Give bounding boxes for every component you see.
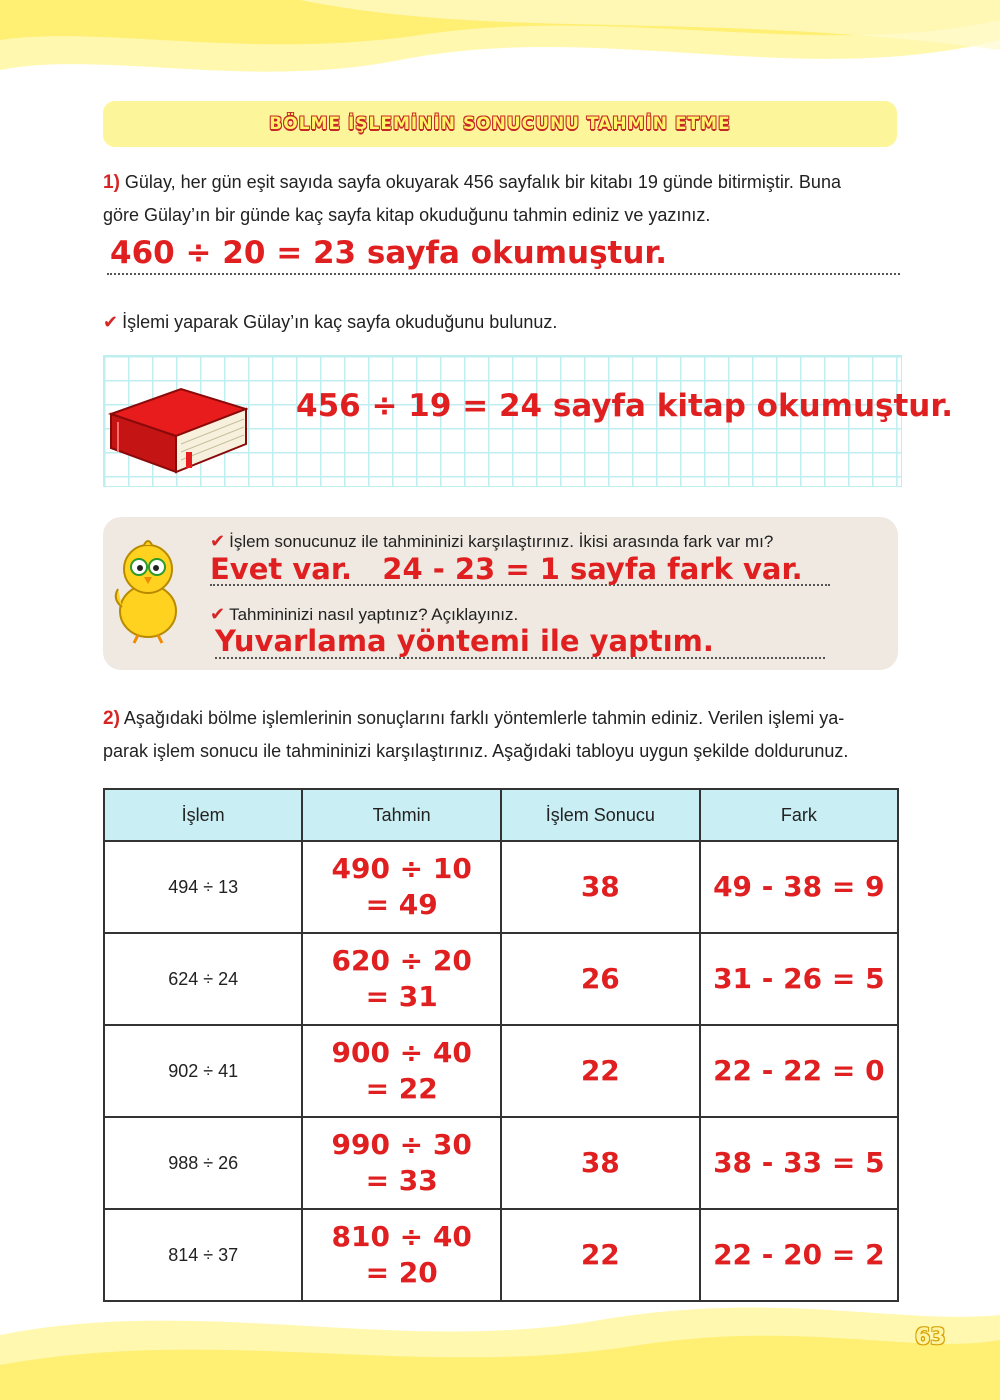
cell-tahmin — [302, 933, 501, 1025]
q1-instruction — [103, 306, 557, 338]
compare-prompt-text: İşlem sonucunuz ile tahmininizi karşılaştırınız. İkisi arasında fark var mı? — [229, 532, 774, 551]
cell-sonuc — [501, 1209, 700, 1301]
cell-sonuc — [501, 933, 700, 1025]
method-prompt-text: Tahmininizi nasıl yaptınız? Açıklayınız. — [229, 605, 519, 624]
table-row — [104, 933, 898, 1025]
section-title-bar — [103, 101, 897, 147]
q2-number: 2) — [103, 708, 120, 729]
header-islem: İşlem — [104, 789, 302, 841]
sonuc-value: 22 — [580, 1054, 620, 1087]
method-answer: Yuvarlama yöntemi ile yaptım. — [215, 623, 825, 659]
cell-tahmin — [302, 841, 501, 933]
q1-number: 1) — [103, 172, 120, 193]
table-row — [104, 1117, 898, 1209]
cell-tahmin — [302, 1117, 501, 1209]
cell-fark — [700, 1209, 898, 1301]
tahmin-line1: 900 ÷ 40 — [331, 1036, 472, 1069]
tahmin-line1: 620 ÷ 20 — [331, 944, 472, 977]
top-wave-decoration — [0, 0, 1000, 110]
cell-sonuc — [501, 841, 700, 933]
tahmin-line2: = 22 — [365, 1072, 438, 1105]
compare-answer: Evet var. 24 - 23 = 1 sayfa fark var. — [210, 552, 830, 586]
checkmark-icon: ✔ — [210, 604, 226, 624]
q1-instruction-text: İşlemi yaparak Gülay’ın kaç sayfa okuduğunu bulunuz. — [122, 312, 558, 332]
cell-islem: 814 ÷ 37 — [104, 1209, 302, 1301]
fark-value: 22 - 20 = 2 — [713, 1238, 885, 1271]
cell-fark — [700, 1025, 898, 1117]
page-number: 63 — [915, 1325, 946, 1350]
tahmin-line2: = 49 — [365, 888, 438, 921]
section-title: BÖLME İŞLEMİNİN SONUCUNU TAHMİN ETME — [269, 114, 731, 134]
fark-value: 31 - 26 = 5 — [713, 962, 885, 995]
tahmin-line2: = 33 — [365, 1164, 438, 1197]
sonuc-value: 38 — [580, 870, 620, 903]
tahmin-line1: 490 ÷ 10 — [331, 852, 472, 885]
table-row — [104, 1025, 898, 1117]
q1-result-answer: 456 ÷ 19 = 24 sayfa kitap okumuştur. — [296, 388, 954, 424]
sonuc-value: 22 — [580, 1238, 620, 1271]
q1-estimate-answer: 460 ÷ 20 = 23 sayfa okumuştur. — [107, 233, 900, 275]
sonuc-value: 26 — [580, 962, 620, 995]
cell-tahmin — [302, 1025, 501, 1117]
fark-value: 38 - 33 = 5 — [713, 1146, 885, 1179]
tahmin-line1: 990 ÷ 30 — [331, 1128, 472, 1161]
cell-tahmin — [302, 1209, 501, 1301]
header-tahmin: Tahmin — [302, 789, 501, 841]
tahmin-line1: 810 ÷ 40 — [331, 1220, 472, 1253]
cell-fark — [700, 841, 898, 933]
bottom-wave-decoration — [0, 1295, 1000, 1400]
cell-fark — [700, 1117, 898, 1209]
cell-islem: 494 ÷ 13 — [104, 841, 302, 933]
q2-text-line2: parak işlem sonucu ile tahmininizi karşılaştırınız. Aşağıdaki tabloyu uygun şekilde doldurunuz. — [103, 741, 849, 761]
table-row — [104, 841, 898, 933]
header-islem-sonucu: İşlem Sonucu — [501, 789, 700, 841]
cell-sonuc — [501, 1025, 700, 1117]
fark-value: 22 - 22 = 0 — [713, 1054, 885, 1087]
table-row — [104, 1209, 898, 1301]
cell-islem: 988 ÷ 26 — [104, 1117, 302, 1209]
q1-text — [103, 166, 903, 231]
table-header-row — [104, 789, 898, 841]
chick-mascot-icon — [108, 537, 186, 645]
cell-islem: 624 ÷ 24 — [104, 933, 302, 1025]
checkmark-icon: ✔ — [210, 531, 226, 551]
tahmin-line2: = 31 — [365, 980, 438, 1013]
header-fark: Fark — [700, 789, 898, 841]
red-book-icon — [106, 374, 248, 474]
sonuc-value: 38 — [580, 1146, 620, 1179]
estimation-table — [103, 788, 899, 1302]
q1-text-line1: Gülay, her gün eşit sayıda sayfa okuyarak 456 sayfalık bir kitabı 19 günde bitirmiştir. Buna — [124, 172, 841, 192]
tahmin-line2: = 20 — [365, 1256, 438, 1289]
cell-sonuc — [501, 1117, 700, 1209]
q1-text-line2: göre Gülay’ın bir günde kaç sayfa kitap okuduğunu tahmin ediniz ve yazınız. — [103, 205, 711, 225]
q2-text-line1: Aşağıdaki bölme işlemlerinin sonuçlarını farklı yöntemlerle tahmin ediniz. Verilen işlemi ya- — [123, 708, 845, 728]
cell-fark — [700, 933, 898, 1025]
checkmark-icon: ✔ — [103, 312, 119, 332]
q2-text — [103, 702, 903, 767]
fark-value: 49 - 38 = 9 — [713, 870, 885, 903]
cell-islem: 902 ÷ 41 — [104, 1025, 302, 1117]
